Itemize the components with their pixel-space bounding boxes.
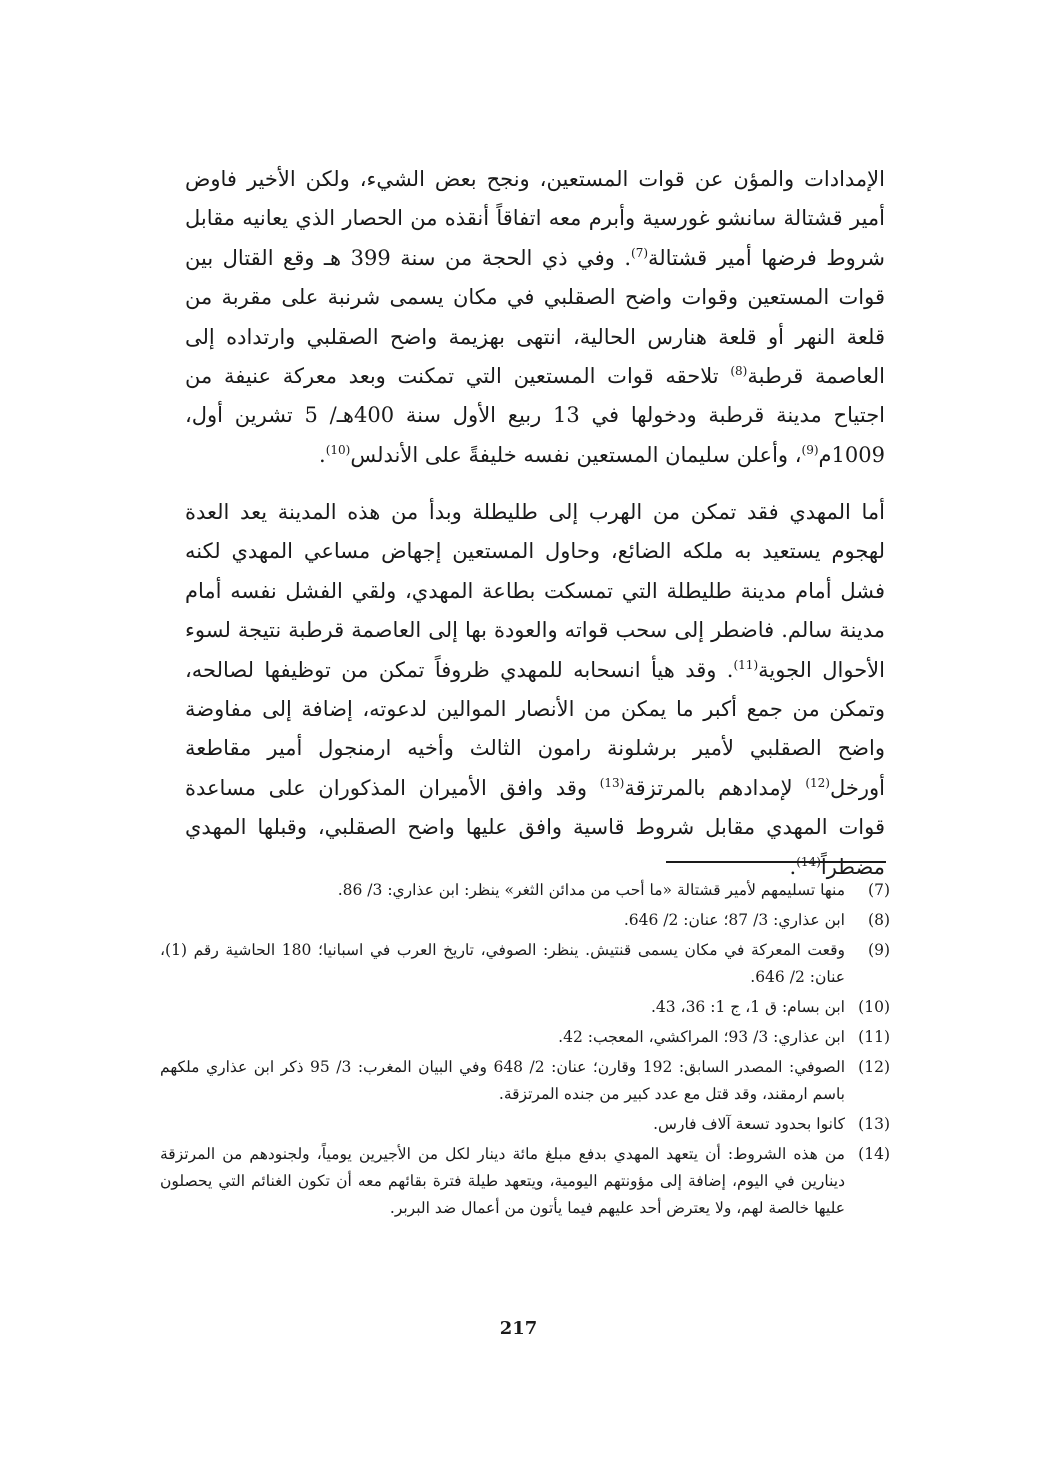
paragraph-text: .: [789, 854, 797, 879]
footnote-text: منها تسليمهم لأمير قشتالة «ما أحب من مدائن الثغر» ينظر: ابن عذاري: 3/ 86.: [337, 881, 845, 899]
footnote-marker: (9): [801, 442, 819, 457]
paragraph-text: تلاحقه قوات المستعين التي تمكنت وبعد معركة عنيفة من اجتياح مدينة قرطبة ودخولها في 13 ربيع الأول سنة 400هـ/ 5 تشرين أول، 1009م: [185, 364, 886, 467]
paragraph-text: الإمدادات والمؤن عن قوات المستعين، ونجح بعض الشيء، ولكن الأخير فاوض أمير قشتالة سانشو غورسية وأبرم معه اتفاقاً أنقذه من الحصار الذي يعانيه مقابل شروط فرضها أمير قشتالة: [185, 167, 885, 270]
footnote-item: [160, 1141, 890, 1222]
paragraph-text: .: [319, 442, 326, 467]
footnote-number: (8): [868, 911, 890, 929]
footnote-text: الصوفي: المصدر السابق: 192 وقارن؛ عنان: 2/ 648 وفي البيان المغرب: 3/ 95 ذكر ابن عذاري ملكهم باسم ارمقند، وقد قتل مع عدد كبير من جنده المرتزقة.: [160, 1058, 845, 1103]
footnote-divider: [666, 861, 886, 863]
footnote-number: (12): [858, 1058, 890, 1076]
footnote-number: (13): [858, 1115, 890, 1133]
body-paragraph-2: [185, 493, 885, 887]
footnote-number: (7): [868, 881, 890, 899]
paragraph-text: لإمدادهم بالمرتزقة: [624, 775, 806, 800]
paragraph-text: وقد وافق الأميران المذكوران على مساعدة قوات المهدي مقابل شروط قاسية وافق عليها واضح الصقلبي، وقبلها المهدي مضطراً: [185, 775, 885, 879]
footnote-item: [160, 877, 890, 904]
footnote-marker: (13): [599, 775, 625, 790]
footnote-number: (10): [858, 998, 890, 1016]
footnote-item: [160, 1111, 890, 1138]
footnote-item: [160, 994, 890, 1021]
footnote-marker: (14): [796, 854, 821, 869]
footnote-text: وقعت المعركة في مكان يسمى قنتيش. ينظر: الصوفي، تاريخ العرب في اسبانيا؛ 180 الحاشية رقم (1)، عنان: 2/ 646.: [160, 941, 845, 986]
footnote-text: من هذه الشروط: أن يتعهد المهدي بدفع مبلغ مائة دينار لكل من الأجيرين يومياً، ولجنودهم من المرتزقة دينارين في اليوم، إضافة إلى مؤونتهم اليومية، ويتعهد طيلة فترة بقائهم معه أن تكون الغنائم التي يحصلون عليها خالصة لهم، ولا يعترض أحد عليهم فيما يأتون من أعمال ضد البربر.: [160, 1145, 845, 1217]
paragraph-text: أما المهدي فقد تمكن من الهرب إلى طليطلة وبدأ من هذه المدينة يعد العدة لهجوم يستعيد به ملكه الضائع، وحاول المستعين إجهاض مساعي المهدي لكنه فشل أمام مدينة طليطلة التي تمسكت بطاعة المهدي، ولقي الفشل نفسه أمام مدينة سالم. فاضطر إلى سحب قواته والعودة بها إلى العاصمة قرطبة نتيجة لسوء الأحوال الجوية: [185, 500, 885, 682]
paragraph-text: ، وأعلن سليمان المستعين نفسه خليفةً على الأندلس: [350, 442, 802, 467]
footnote-text: ابن عذاري: 3/ 87؛ عنان: 2/ 646.: [623, 911, 845, 929]
footnote-number: (9): [868, 941, 890, 959]
footnote-text: ابن عذاري: 3/ 93؛ المراكشي، المعجب: 42.: [558, 1028, 845, 1046]
footnote-item: [160, 1054, 890, 1108]
footnote-marker: (10): [325, 442, 351, 457]
footnote-item: [160, 937, 890, 991]
footnote-number: (14): [858, 1145, 890, 1163]
footnote-number: (11): [858, 1028, 890, 1046]
footnote-marker: (11): [733, 657, 759, 672]
page-number: 217: [499, 1318, 538, 1339]
body-paragraph-1: [185, 160, 885, 475]
footnotes-section: [160, 877, 890, 1225]
footnote-marker: (8): [730, 364, 748, 379]
paragraph-text: . وفي ذي الحجة من سنة 399 هـ وقع القتال بين قوات المستعين وقوات واضح الصقلبي في مكان يسمى شرنبة على مقربة من قلعة النهر أو قلعة هنارس الحالية، انتهى بهزيمة واضح الصقلبي وارتداده إلى العاصمة قرطبة: [185, 245, 885, 389]
paragraph-text: . وقد هيأ انسحابه للمهدي ظروفاً تمكن من توظيفها لصالحه، وتمكن من جمع أكبر ما يمكن من الأنصار الموالين لدعوته، إضافة إلى مفاوضة واضح الصقلبي لأمير برشلونة رامون الثالث وأخيه ارمنجول أمير مقاطعة أورخل: [185, 657, 885, 800]
footnote-marker: (12): [805, 775, 830, 790]
footnote-marker: (7): [631, 245, 649, 260]
footnote-text: ابن بسام: ق 1، ج 1: 36، 43.: [650, 998, 845, 1016]
footnote-text: كانوا بحدود تسعة آلاف فارس.: [653, 1115, 845, 1133]
footnote-item: [160, 1024, 890, 1051]
footnote-item: [160, 907, 890, 934]
